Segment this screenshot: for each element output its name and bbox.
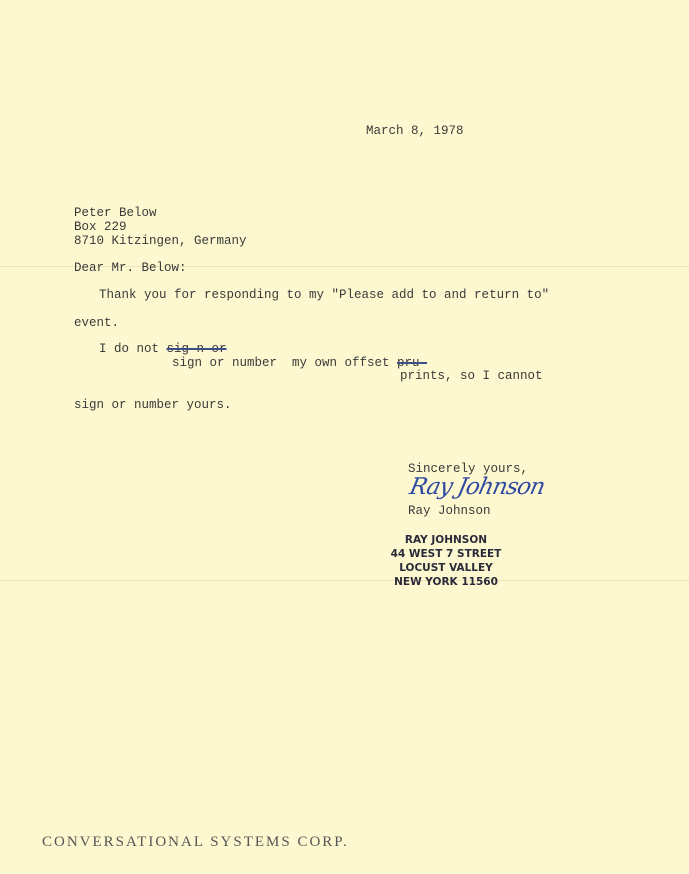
address-stamp <box>388 533 504 589</box>
letterhead-footer: CONVERSATIONAL SYSTEMS CORP. <box>42 834 349 850</box>
para2-start: I do not <box>99 342 167 356</box>
body-paragraph-2-line3: prints, so I cannot <box>400 369 543 383</box>
struck-text: sig n or <box>166 342 227 356</box>
stamp-state-zip: NEW YORK 11560 <box>394 576 498 588</box>
fold-line <box>0 580 689 581</box>
recipient-box: Box 229 <box>74 220 127 234</box>
body-paragraph-2 <box>99 342 227 356</box>
struck-text: pru- <box>397 356 428 370</box>
stamp-name: RAY JOHNSON <box>404 534 488 546</box>
para2-line2: sign or number my own offset <box>172 356 398 370</box>
stamp-street: 44 WEST 7 STREET <box>390 548 502 560</box>
typed-name: Ray Johnson <box>408 504 491 518</box>
body-paragraph-1-cont: event. <box>74 316 120 330</box>
body-paragraph-2-line4: sign or number yours. <box>74 398 232 412</box>
body-paragraph-2-line2 <box>172 356 427 370</box>
stamp-town: LOCUST VALLEY <box>399 562 493 574</box>
salutation: Dear Mr. Below: <box>74 261 187 275</box>
recipient-name: Peter Below <box>74 206 157 220</box>
body-paragraph-1: Thank you for responding to my "Please add to and return to" <box>99 288 550 302</box>
recipient-city: 8710 Kitzingen, Germany <box>74 234 247 248</box>
letter-date: March 8, 1978 <box>366 124 464 138</box>
closing: Sincerely yours, <box>408 462 529 476</box>
handwritten-signature: Ray Johnson <box>407 474 547 500</box>
